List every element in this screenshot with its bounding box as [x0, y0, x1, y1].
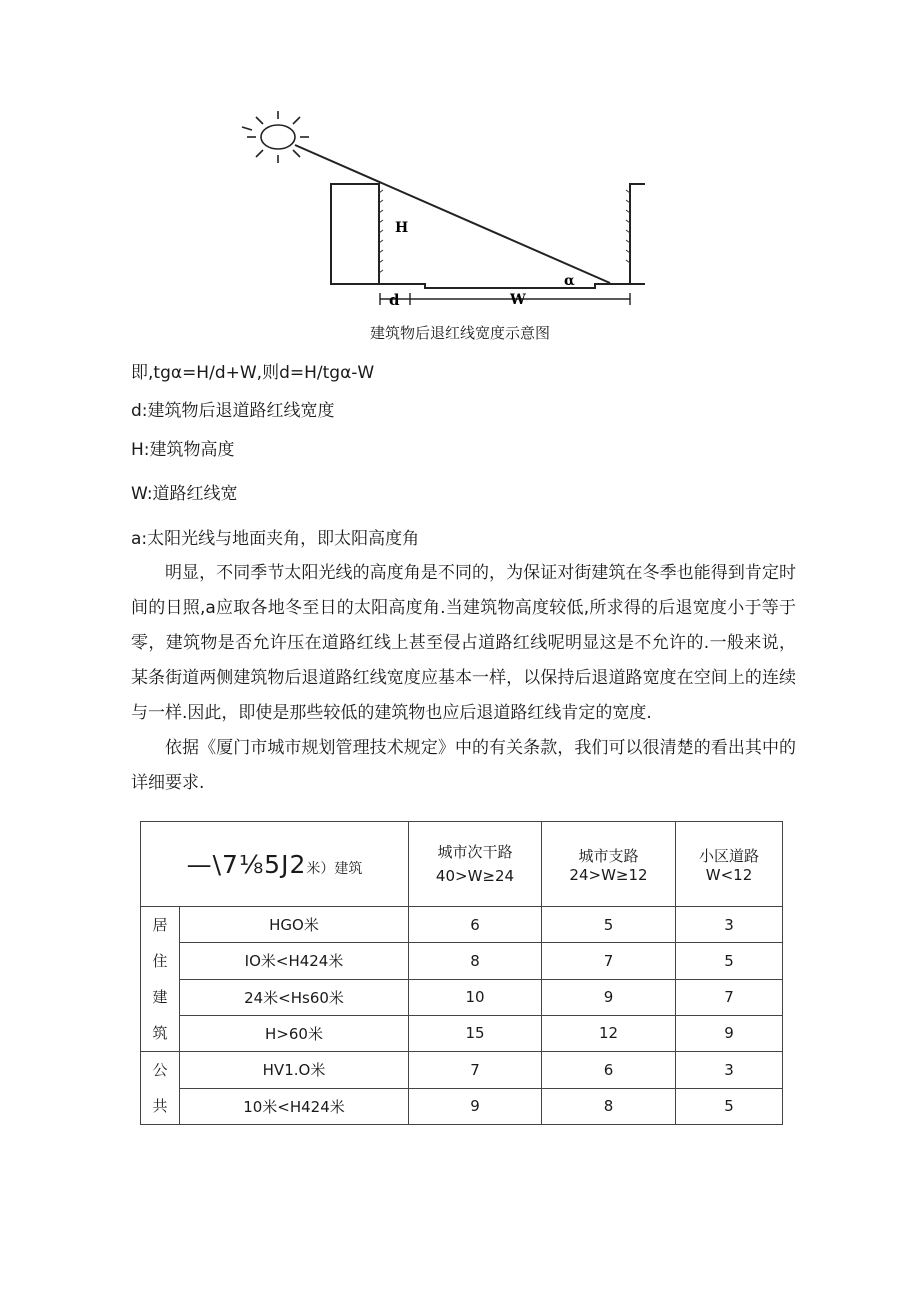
ground-line	[379, 284, 630, 288]
value-cell: 3	[676, 907, 783, 943]
sun-icon	[242, 111, 309, 163]
table-row	[141, 943, 783, 979]
setback-diagram	[225, 105, 645, 320]
height-range-cell: IO米<H424米	[180, 943, 409, 979]
residential-label-char: 建	[152, 988, 168, 1006]
value-cell: 8	[542, 1088, 676, 1125]
definition-d: d:建筑物后退道路红线宽度	[131, 401, 335, 421]
value-cell: 5	[676, 943, 783, 979]
definition-w: W:道路红线宽	[131, 484, 238, 504]
value-cell: 3	[676, 1052, 783, 1089]
left-building	[331, 184, 379, 284]
value-cell: 15	[409, 1015, 542, 1051]
paragraph-explanation: 明显，不同季节太阳光线的高度角是不同的，为保证对街建筑在冬季也能得到肯定时间的日照,a应取各地冬至日的太阳高度角.当建筑物高度较低,所求得的后退宽度小于等于零，建筑物是否允许压在道路红线上甚至侵占道路红线呢明显这是不允许的.一般来说，某条街道两侧建筑物后退道路红线宽度应基本一样，以保持后退道路宽度在空间上的连续与一样.因此，即使是那些较低的建筑物也应后退道路红线肯定的宽度.	[131, 563, 796, 723]
residential-label-char: 居	[152, 916, 168, 934]
header-branch-road: 城市支路24>W≥12	[542, 822, 676, 907]
header-secondary-road-name: 城市次干路	[437, 843, 513, 861]
height-range-cell: H>60米	[180, 1015, 409, 1051]
value-cell: 10	[409, 979, 542, 1015]
value-cell: 5	[542, 907, 676, 943]
definition-h: H:建筑物高度	[131, 440, 235, 460]
value-cell: 8	[409, 943, 542, 979]
label-h: H	[395, 220, 409, 236]
figure-caption: 建筑物后退红线宽度示意图	[369, 324, 550, 342]
value-cell: 9	[676, 1015, 783, 1051]
height-range-cell: HV1.O米	[180, 1052, 409, 1089]
formula: 即,tgα=H∕d+W,则d=H∕tgα-W	[131, 363, 375, 383]
public-label-char: 共	[152, 1097, 168, 1115]
body-text	[131, 556, 796, 801]
paragraph-reference: 依据《厦门市城市规划管理技术规定》中的有关条款，我们可以很清楚的看出其中的详细要求.	[131, 738, 796, 793]
setback-requirements-table	[140, 821, 783, 1125]
table-row	[141, 1052, 783, 1089]
height-range-cell: 10米<H424米	[180, 1088, 409, 1125]
right-building	[630, 184, 645, 284]
header-secondary-road-range: 40>W≥24	[435, 867, 515, 885]
corner-sub-text: 米）建筑	[306, 860, 363, 877]
label-d: d	[389, 291, 400, 309]
residential-label-char: 筑	[152, 1024, 168, 1042]
residential-label-char: 住	[152, 952, 168, 970]
header-secondary-road	[409, 822, 542, 907]
label-w: W	[510, 292, 526, 308]
table-row	[141, 1015, 783, 1051]
residential-category-cell	[141, 907, 180, 1052]
value-cell: 9	[409, 1088, 542, 1125]
table-corner-cell	[141, 822, 409, 907]
sun-ray-line	[295, 145, 610, 283]
height-range-cell: HGO米	[180, 907, 409, 943]
height-range-cell: 24米<Hs60米	[180, 979, 409, 1015]
value-cell: 9	[542, 979, 676, 1015]
table-header-row	[141, 822, 783, 907]
value-cell: 7	[676, 979, 783, 1015]
definition-alpha: a:太阳光线与地面夹角，即太阳高度角	[131, 529, 420, 549]
public-category-cell	[141, 1052, 180, 1125]
value-cell: 12	[542, 1015, 676, 1051]
public-label-char: 公	[152, 1061, 168, 1079]
header-district-road: 小区道路W<12	[676, 822, 783, 907]
label-alpha: α	[564, 273, 575, 289]
table-row	[141, 1088, 783, 1125]
value-cell: 6	[542, 1052, 676, 1089]
value-cell: 6	[409, 907, 542, 943]
value-cell: 7	[409, 1052, 542, 1089]
value-cell: 5	[676, 1088, 783, 1125]
table-row	[141, 979, 783, 1015]
table-row	[141, 907, 783, 943]
value-cell: 7	[542, 943, 676, 979]
corner-main-text: —\7⅛5J2	[186, 849, 307, 879]
